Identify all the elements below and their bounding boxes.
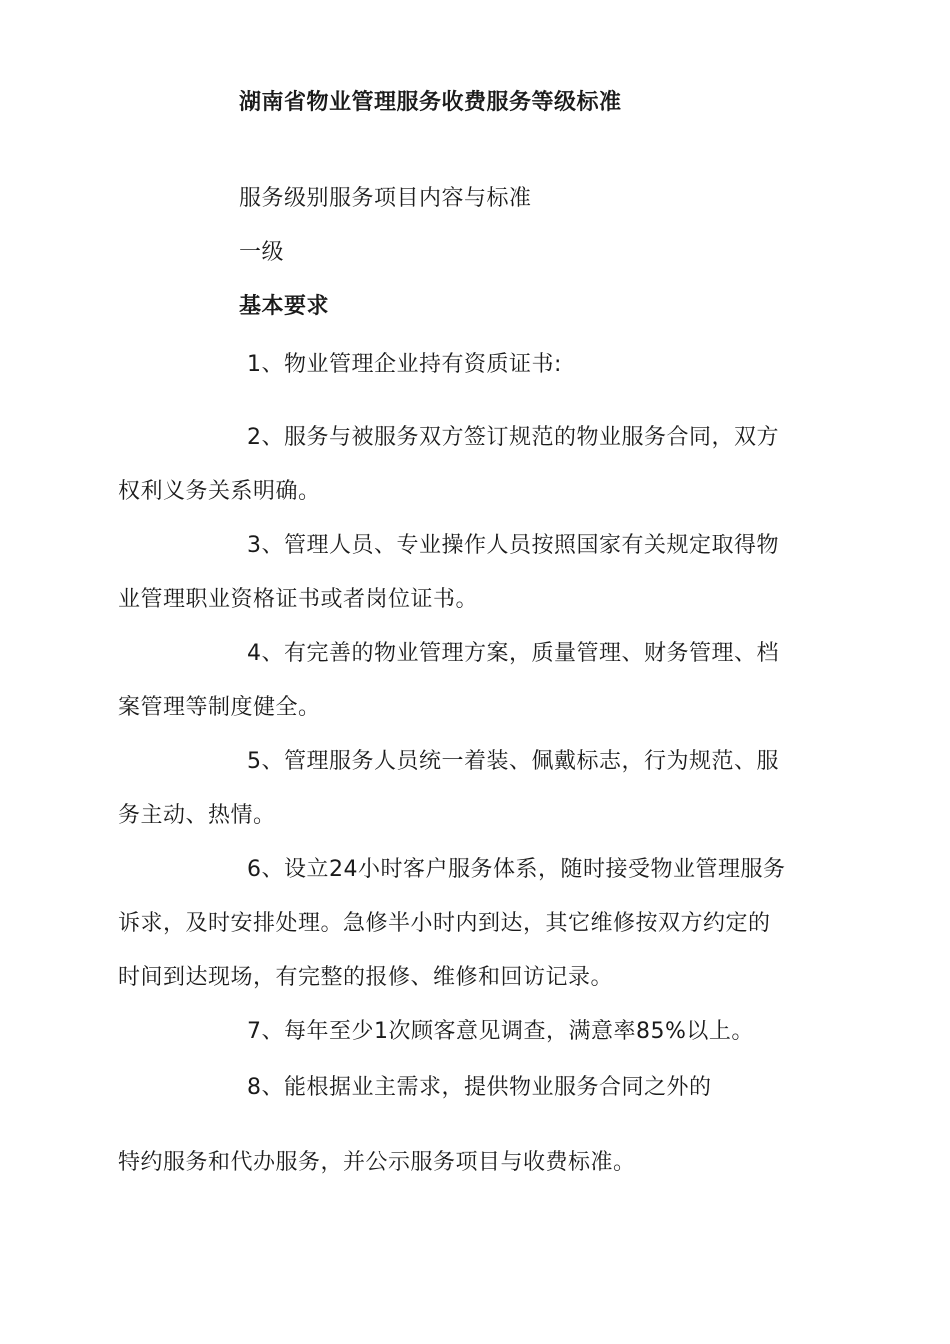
- list-item-continuation: 务主动、热情。: [118, 803, 276, 828]
- list-item-continuation: 特约服务和代办服务，并公示服务项目与收费标准。: [118, 1150, 636, 1175]
- list-item-continuation: 权利义务关系明确。: [118, 479, 321, 504]
- service-level: 一级: [239, 240, 285, 265]
- list-item: 5、管理服务人员统一着装、佩戴标志，行为规范、服: [247, 749, 779, 774]
- list-item: 8、能根据业主需求，提供物业服务合同之外的: [247, 1075, 712, 1100]
- list-item: 7、每年至少1次顾客意见调查，满意率85%以上。: [247, 1019, 754, 1044]
- section-heading: 基本要求: [239, 294, 330, 319]
- list-item: 6、设立24小时客户服务体系，随时接受物业管理服务: [247, 857, 786, 882]
- document-title: 湖南省物业管理服务收费服务等级标准: [239, 90, 622, 115]
- list-item: 2、服务与被服务双方签订规范的物业服务合同，双方: [247, 425, 779, 450]
- list-item-continuation: 诉求，及时安排处理。急修半小时内到达，其它维修按双方约定的: [118, 911, 771, 936]
- list-item-continuation: 案管理等制度健全。: [118, 695, 321, 720]
- list-item: 4、有完善的物业管理方案，质量管理、财务管理、档: [247, 641, 779, 666]
- list-item-continuation: 业管理职业资格证书或者岗位证书。: [118, 587, 479, 612]
- list-item: 1、物业管理企业持有资质证书:: [247, 352, 562, 377]
- list-item-continuation: 时间到达现场，有完整的报修、维修和回访记录。: [118, 965, 614, 990]
- list-item: 3、管理人员、专业操作人员按照国家有关规定取得物: [247, 533, 779, 558]
- table-header-row: 服务级别服务项目内容与标准: [239, 186, 532, 211]
